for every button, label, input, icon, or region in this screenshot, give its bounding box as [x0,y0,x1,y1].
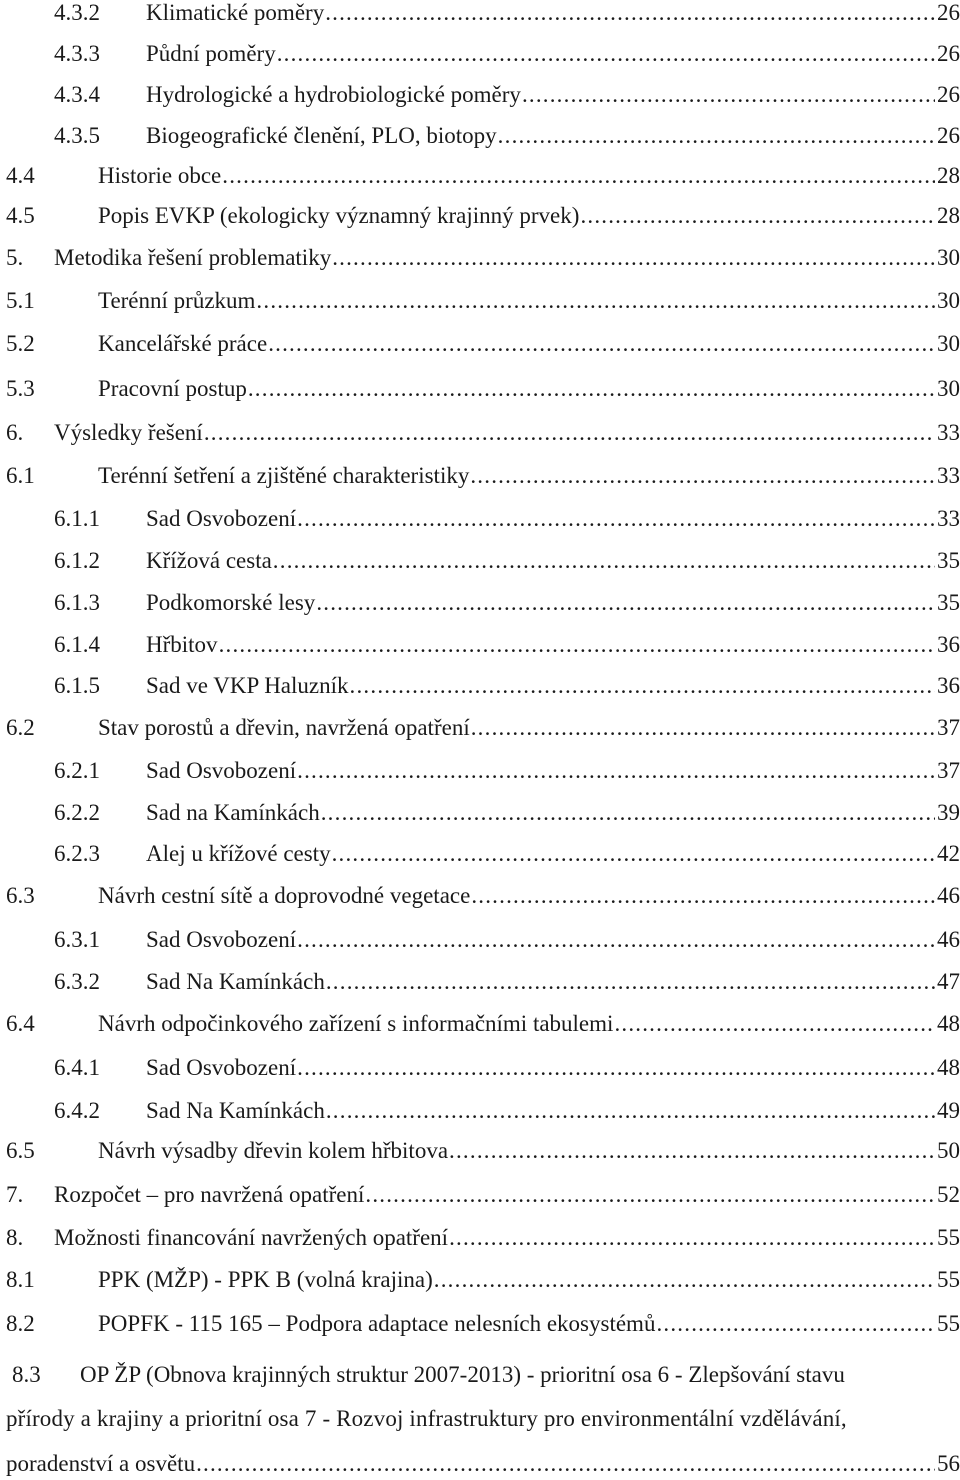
toc-leader-dots [522,80,935,110]
toc-number: 6.3.1 [54,927,100,952]
toc-page-number: 30 [937,376,960,401]
toc-title: Sad Osvobození [146,506,297,531]
toc-title: Historie obce [98,163,222,188]
toc-leader-dots [325,0,935,28]
toc-title-line-3: poradenství a osvětu [6,1451,196,1476]
toc-title: Možnosti financování navržených opatření [54,1225,449,1250]
toc-page-number: 33 [937,420,960,445]
toc-number: 8. [6,1225,24,1250]
toc-page-number: 26 [937,82,960,107]
toc-entry[interactable] [0,1096,960,1126]
toc-number: 6.1.3 [54,590,100,615]
toc-page-number: 49 [937,1098,960,1123]
toc-title: Hřbitov [146,632,218,657]
toc-entry[interactable] [0,1223,960,1253]
toc-entry[interactable] [0,39,960,69]
toc-entry[interactable] [0,925,960,955]
toc-page-number: 28 [937,163,960,188]
toc-entry[interactable] [0,1009,960,1039]
toc-number: 4.5 [6,203,35,228]
toc-number: 5.1 [6,288,35,313]
toc-title: Rozpočet – pro navržená opatření [54,1182,365,1207]
toc-leader-dots [196,1449,935,1479]
toc-leader-dots [332,243,935,273]
toc-title: Kancelářské práce [98,331,268,356]
toc-page-number: 55 [937,1267,960,1292]
toc-number: 6.2.1 [54,758,100,783]
toc-leader-dots [268,329,935,359]
toc-title-line-1: OP ŽP (Obnova krajinných struktur 2007-2013) - prioritní osa 6 - Zlepšování stavu [80,1362,845,1387]
toc-title: Sad Osvobození [146,1055,297,1080]
toc-number: 6.3 [6,883,35,908]
toc-entry[interactable] [0,756,960,786]
toc-number: 6.1.5 [54,673,100,698]
toc-leader-dots [256,286,935,316]
toc-page-number: 33 [937,463,960,488]
toc-page-number: 30 [937,331,960,356]
toc-page-number: 26 [937,41,960,66]
toc-leader-dots [350,671,935,701]
toc-title: PPK (MŽP) - PPK B (volná krajina) [98,1267,433,1292]
toc-page-number: 36 [937,632,960,657]
toc-leader-dots [332,839,935,869]
toc-number: 6.1 [6,463,35,488]
toc-title: Křížová cesta [146,548,272,573]
toc-page-number: 26 [937,123,960,148]
toc-leader-dots [297,504,935,534]
toc-entry[interactable] [0,1136,960,1166]
toc-title: POPFK - 115 165 – Podpora adaptace nelesních ekosystémů [98,1311,656,1336]
toc-page-number: 30 [937,245,960,270]
toc-entry-8-3-continued [0,1404,960,1434]
toc-page-number: 35 [937,548,960,573]
toc-page-number: 55 [937,1225,960,1250]
toc-number: 8.2 [6,1311,35,1336]
toc-number: 6.1.1 [54,506,100,531]
toc-page-number: 48 [937,1011,960,1036]
toc-entry[interactable] [0,1309,960,1339]
toc-title: Návrh cestní sítě a doprovodné vegetace [98,883,471,908]
toc-number: 4.4 [6,163,35,188]
toc-page-number: 50 [937,1138,960,1163]
toc-entry[interactable] [0,201,960,231]
toc-entry[interactable] [0,671,960,701]
toc-title: Návrh odpočinkového zařízení s informačními tabulemi [98,1011,614,1036]
toc-title: Pracovní postup [98,376,247,401]
toc-page-number: 30 [937,288,960,313]
toc-title: Terénní průzkum [98,288,256,313]
toc-number: 6.1.4 [54,632,100,657]
toc-entry[interactable] [0,286,960,316]
toc-page-number: 33 [937,506,960,531]
toc-number: 4.3.3 [54,41,100,66]
toc-number: 6.3.2 [54,969,100,994]
toc-title: Klimatické poměry [146,0,325,25]
toc-entry[interactable] [0,418,960,448]
toc-leader-dots [449,1223,935,1253]
toc-number: 6.4.2 [54,1098,100,1123]
toc-leader-dots [219,630,935,660]
toc-title: Alej u křížové cesty [146,841,331,866]
toc-number: 6.2 [6,715,35,740]
toc-leader-dots [297,925,935,955]
toc-leader-dots [316,588,935,618]
toc-leader-dots [471,713,935,743]
toc-leader-dots [656,1309,935,1339]
toc-title: Sad ve VKP Haluzník [146,673,349,698]
toc-page-number: 46 [937,883,960,908]
toc-title: Terénní šetření a zjištěné charakteristiky [98,463,470,488]
toc-page-number: 37 [937,715,960,740]
toc-entry[interactable] [0,161,960,191]
toc-leader-dots [471,881,935,911]
toc-entry[interactable] [0,1265,960,1295]
toc-number: 4.3.5 [54,123,100,148]
toc-title: Návrh výsadby dřevin kolem hřbitova [98,1138,449,1163]
toc-number: 6.2.3 [54,841,100,866]
toc-entry[interactable] [0,967,960,997]
toc-leader-dots [614,1009,935,1039]
toc-page-number: 52 [937,1182,960,1207]
toc-entry-8-3[interactable] [0,1360,960,1390]
toc-leader-dots [498,121,935,151]
toc-leader-dots [580,201,935,231]
toc-entry[interactable] [0,546,960,576]
toc-number: 4.3.4 [54,82,100,107]
toc-leader-dots [326,967,935,997]
toc-title: Sad Osvobození [146,927,297,952]
toc-page-number: 36 [937,673,960,698]
toc-number: 6.4 [6,1011,35,1036]
toc-leader-dots [434,1265,935,1295]
toc-title: Sad Osvobození [146,758,297,783]
toc-leader-dots [365,1180,935,1210]
toc-entry[interactable] [0,839,960,869]
toc-leader-dots [222,161,935,191]
toc-leader-dots [277,39,935,69]
toc-number: 6.2.2 [54,800,100,825]
toc-entry[interactable] [0,630,960,660]
toc-leader-dots [273,546,935,576]
toc-entry[interactable] [0,243,960,273]
toc-entry[interactable] [0,1180,960,1210]
toc-leader-dots [326,1096,935,1126]
toc-entry[interactable] [0,1053,960,1083]
toc-entry[interactable] [0,588,960,618]
toc-number: 5. [6,245,24,270]
toc-number: 7. [6,1182,24,1207]
toc-page-number: 42 [937,841,960,866]
toc-entry[interactable] [0,461,960,491]
toc-number: 6.1.2 [54,548,100,573]
toc-title: Metodika řešení problematiky [54,245,332,270]
toc-page-number: 56 [937,1451,960,1476]
toc-page-number: 55 [937,1311,960,1336]
toc-title: Sad na Kamínkách [146,800,320,825]
toc-entry[interactable] [0,80,960,110]
toc-number: 5.3 [6,376,35,401]
toc-page-number: 37 [937,758,960,783]
toc-page-number: 35 [937,590,960,615]
toc-title: Sad Na Kamínkách [146,969,325,994]
toc-page-number: 39 [937,800,960,825]
toc-leader-dots [321,798,935,828]
toc-title: Podkomorské lesy [146,590,316,615]
toc-number: 6.5 [6,1138,35,1163]
toc-entry[interactable] [0,329,960,359]
toc-number: 8.1 [6,1267,35,1292]
toc-page-number: 28 [937,203,960,228]
toc-number: 5.2 [6,331,35,356]
toc-number: 6.4.1 [54,1055,100,1080]
toc-entry[interactable] [0,374,960,404]
toc-title-line-2: přírody a krajiny a prioritní osa 7 - Rozvoj infrastruktury pro environmentální vzdělávání, [6,1406,847,1431]
toc-leader-dots [204,418,935,448]
toc-leader-dots [449,1136,935,1166]
toc-entry[interactable] [0,713,960,743]
toc-page-number: 47 [937,969,960,994]
toc-leader-dots [297,756,935,786]
toc-title: Půdní poměry [146,41,276,66]
toc-title: Stav porostů a dřevin, navržená opatření [98,715,470,740]
toc-number: 8.3 [12,1362,41,1387]
toc-number: 4.3.2 [54,0,100,25]
toc-title: Popis EVKP (ekologicky významný krajinný prvek) [98,203,580,228]
toc-number: 6. [6,420,24,445]
toc-leader-dots [248,374,935,404]
toc-entry[interactable] [0,881,960,911]
toc-title: Výsledky řešení [54,420,203,445]
toc-page-number: 46 [937,927,960,952]
toc-entry[interactable] [0,0,960,28]
toc-entry[interactable] [0,504,960,534]
toc-entry[interactable] [0,798,960,828]
toc-page-number: 26 [937,0,960,25]
toc-entry[interactable] [0,121,960,151]
toc-title: Sad Na Kamínkách [146,1098,325,1123]
toc-entry-8-3-last[interactable] [0,1449,960,1479]
toc-title: Hydrologické a hydrobiologické poměry [146,82,521,107]
toc-leader-dots [297,1053,935,1083]
toc-page-number: 48 [937,1055,960,1080]
toc-leader-dots [470,461,935,491]
toc-title: Biogeografické členění, PLO, biotopy [146,123,497,148]
